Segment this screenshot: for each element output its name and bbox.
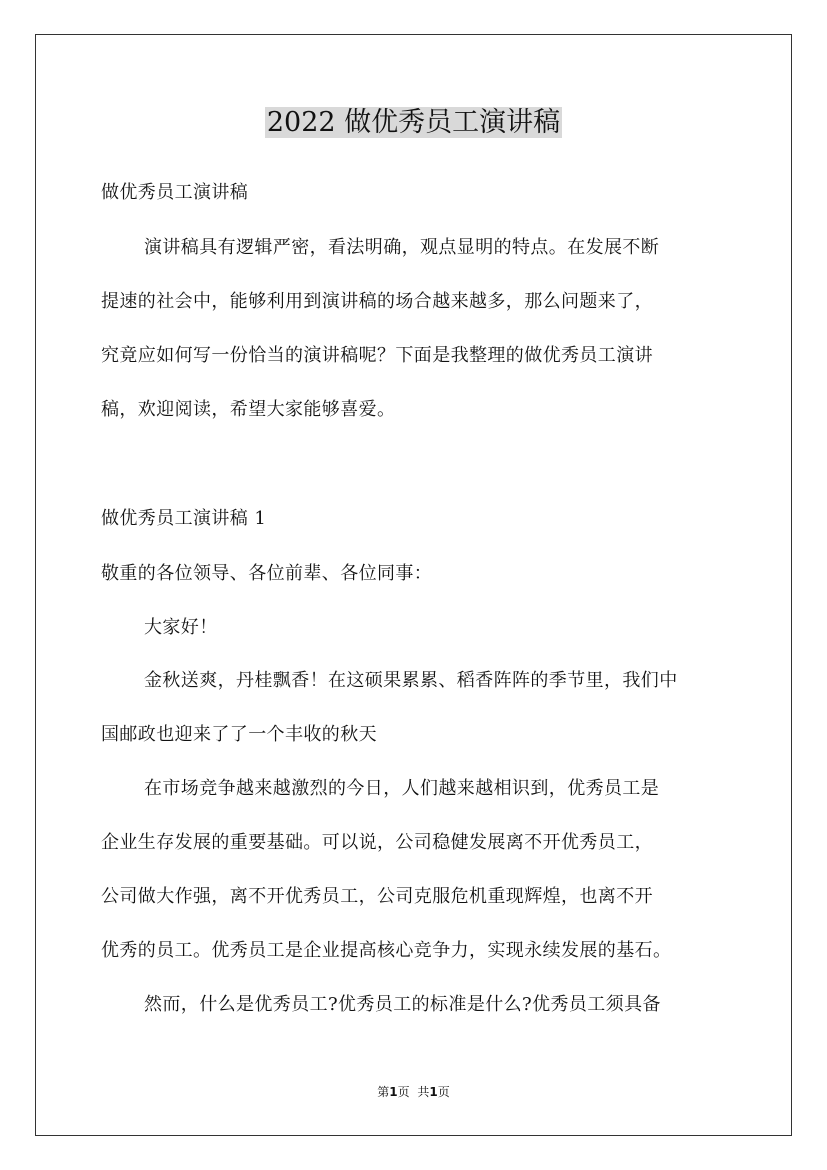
document-title-text: 2022 做优秀员工演讲稿	[266, 107, 561, 138]
paragraph-line: 稿，欢迎阅读，希望大家能够喜爱。	[101, 399, 396, 420]
paragraph-line: 然而，什么是优秀员工?优秀员工的标准是什么?优秀员工须具备	[144, 994, 661, 1015]
page-suffix: 页	[397, 1085, 410, 1099]
total-prefix: 共	[417, 1085, 430, 1099]
paragraph-line: 在市场竞争越来越激烈的今日，人们越来越相识到，优秀员工是	[144, 778, 660, 799]
page-footer	[0, 1083, 827, 1101]
page-number: 1	[389, 1085, 398, 1099]
paragraph-line: 企业生存发展的重要基础。可以说，公司稳健发展离不开优秀员工，	[101, 832, 653, 853]
paragraph-line: 公司做大作强，离不开优秀员工，公司克服危机重现辉煌，也离不开	[101, 886, 653, 907]
speech-heading: 做优秀员工演讲稿 1	[101, 508, 267, 529]
total-pages: 1	[429, 1085, 438, 1099]
total-suffix: 页	[437, 1085, 450, 1099]
paragraph-line: 国邮政也迎来了了一个丰收的秋天	[101, 724, 377, 745]
salutation: 敬重的各位领导、各位前辈、各位同事：	[101, 563, 433, 584]
paragraph-line: 优秀的员工。优秀员工是企业提高核心竞争力，实现永续发展的基石。	[101, 940, 672, 961]
document-title	[0, 103, 827, 143]
paragraph-line: 金秋送爽，丹桂飘香！在这硕果累累、稻香阵阵的季节里，我们中	[144, 670, 678, 691]
paragraph-line: 究竟应如何写一份恰当的演讲稿呢？下面是我整理的做优秀员工演讲	[101, 345, 653, 366]
paragraph-line: 提速的社会中，能够利用到演讲稿的场合越来越多，那么问题来了，	[101, 291, 653, 312]
paragraph-line: 演讲稿具有逻辑严密，看法明确，观点显明的特点。在发展不断	[144, 237, 660, 258]
page-prefix: 第	[377, 1085, 390, 1099]
greeting: 大家好！	[144, 617, 218, 638]
section-heading: 做优秀员工演讲稿	[101, 182, 249, 203]
